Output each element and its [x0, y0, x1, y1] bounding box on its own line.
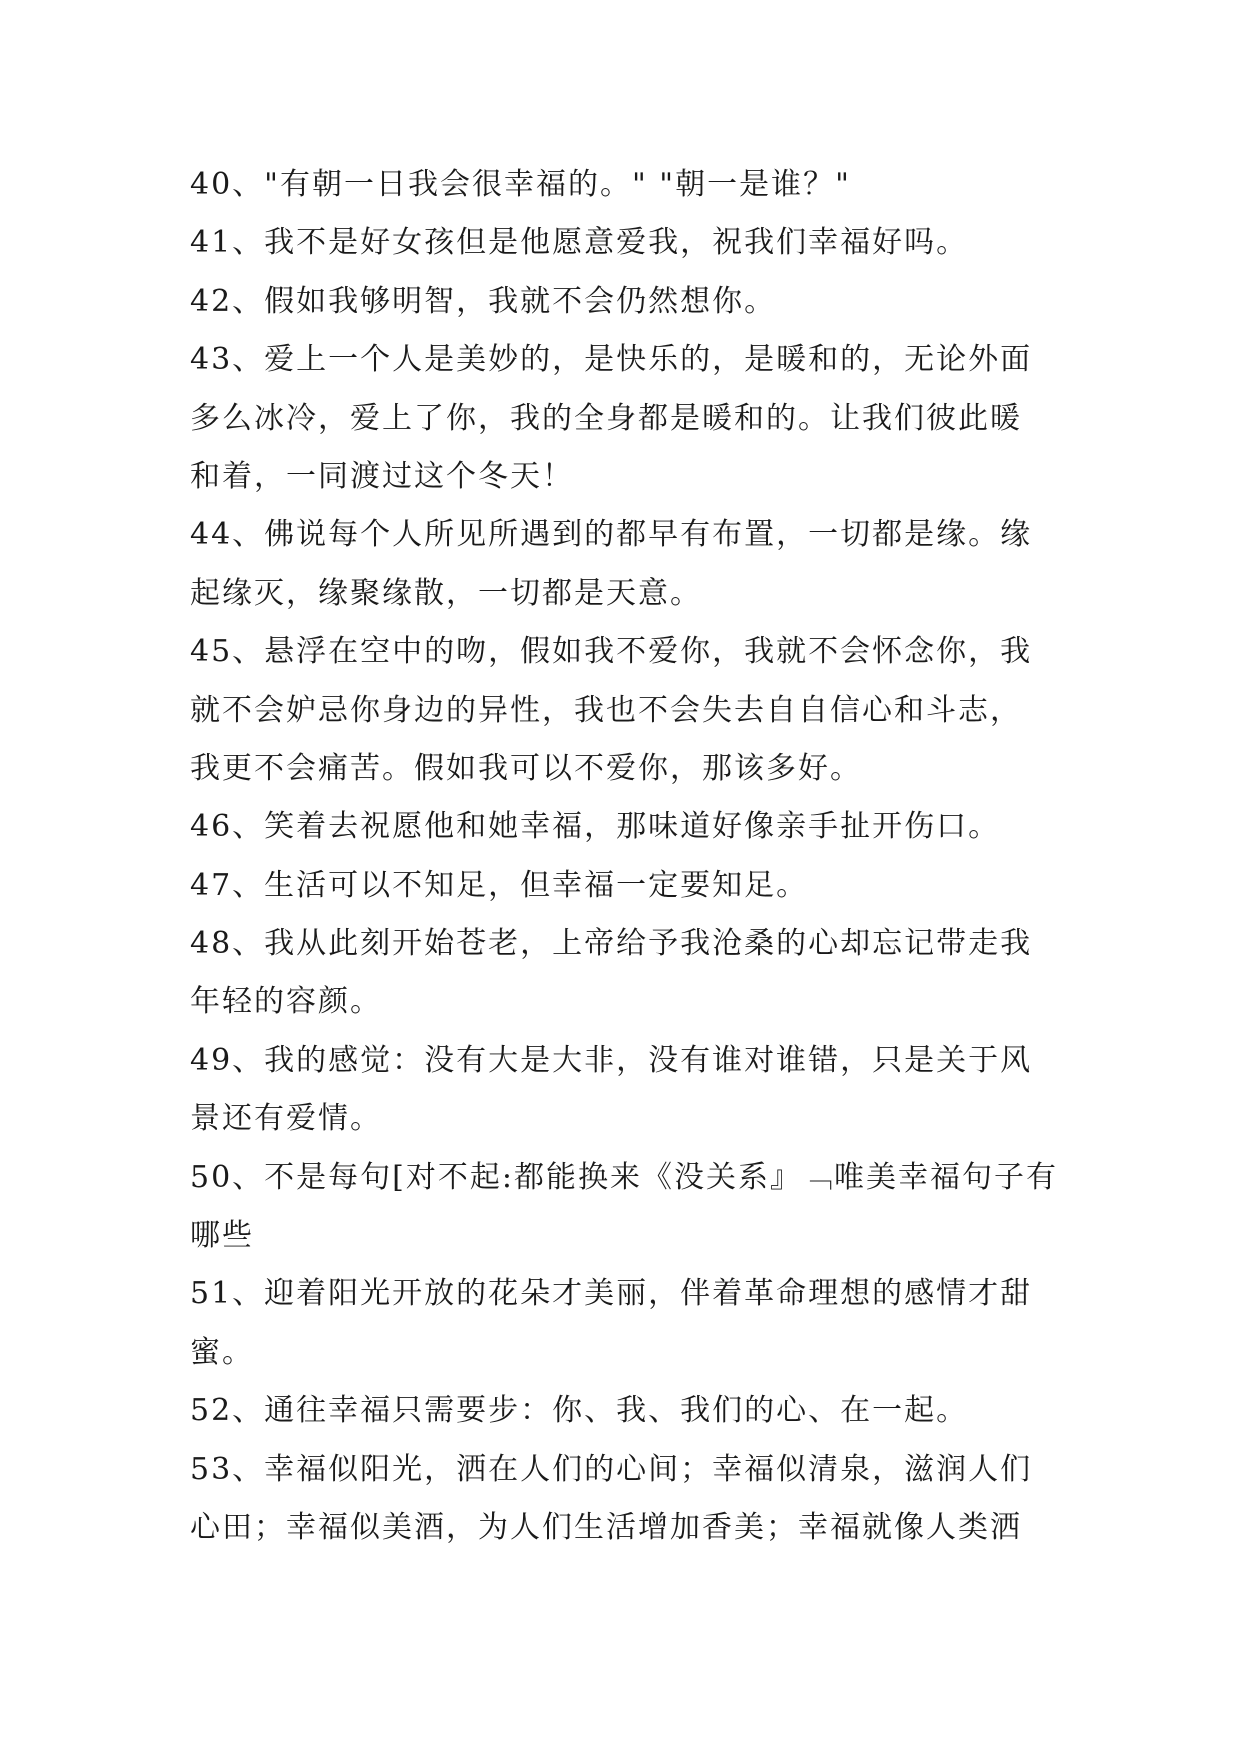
text-line: 51、迎着阳光开放的花朵才美丽，伴着革命理想的感情才甜: [190, 1276, 1033, 1312]
text-line: 47、生活可以不知足，但幸福一定要知足。: [190, 867, 809, 903]
text-line: 蜜。: [190, 1334, 254, 1370]
text-line: 42、假如我够明智，我就不会仍然想你。: [190, 283, 777, 319]
text-line: 40、"有朝一日我会很幸福的。" "朝一是谁？": [190, 167, 851, 202]
document-body: [190, 156, 1070, 1557]
text-line: 起缘灭，缘聚缘散，一切都是天意。: [190, 575, 702, 611]
text-line: 50、不是每句[对不起:都能换来《没关系』﹁唯美幸福句子有: [190, 1159, 1058, 1195]
text-line: 44、佛说每个人所见所遇到的都早有布置，一切都是缘。缘: [190, 517, 1033, 553]
text-line: 我更不会痛苦。假如我可以不爱你，那该多好。: [190, 750, 862, 786]
text-line: 就不会妒忌你身边的异性，我也不会失去自自信心和斗志，: [190, 692, 1022, 728]
text-line: 和着，一同渡过这个冬天！: [190, 458, 574, 494]
text-line: 53、幸福似阳光，洒在人们的心间；幸福似清泉，滋润人们: [190, 1451, 1033, 1487]
text-line: 49、我的感觉：没有大是大非，没有谁对谁错，只是关于风: [190, 1042, 1033, 1078]
text-line: 43、爱上一个人是美妙的，是快乐的，是暖和的，无论外面: [190, 342, 1033, 378]
text-line: 心田；幸福似美酒，为人们生活增加香美；幸福就像人类洒: [190, 1509, 1022, 1545]
text-line: 景还有爱情。: [190, 1101, 382, 1137]
text-line: 46、笑着去祝愿他和她幸福，那味道好像亲手扯开伤口。: [190, 809, 1001, 845]
text-line: 年轻的容颜。: [190, 984, 382, 1020]
text-line: 多么冰冷，爱上了你，我的全身都是暖和的。让我们彼此暖: [190, 400, 1022, 436]
text-line: 45、悬浮在空中的吻，假如我不爱你，我就不会怀念你，我: [190, 634, 1033, 670]
text-line: 41、我不是好女孩但是他愿意爱我，祝我们幸福好吗。: [190, 225, 969, 261]
text-line: 48、我从此刻开始苍老，上帝给予我沧桑的心却忘记带走我: [190, 926, 1033, 962]
text-line: 52、通往幸福只需要步：你、我、我们的心、在一起。: [190, 1393, 969, 1429]
text-line: 哪些: [190, 1218, 254, 1254]
